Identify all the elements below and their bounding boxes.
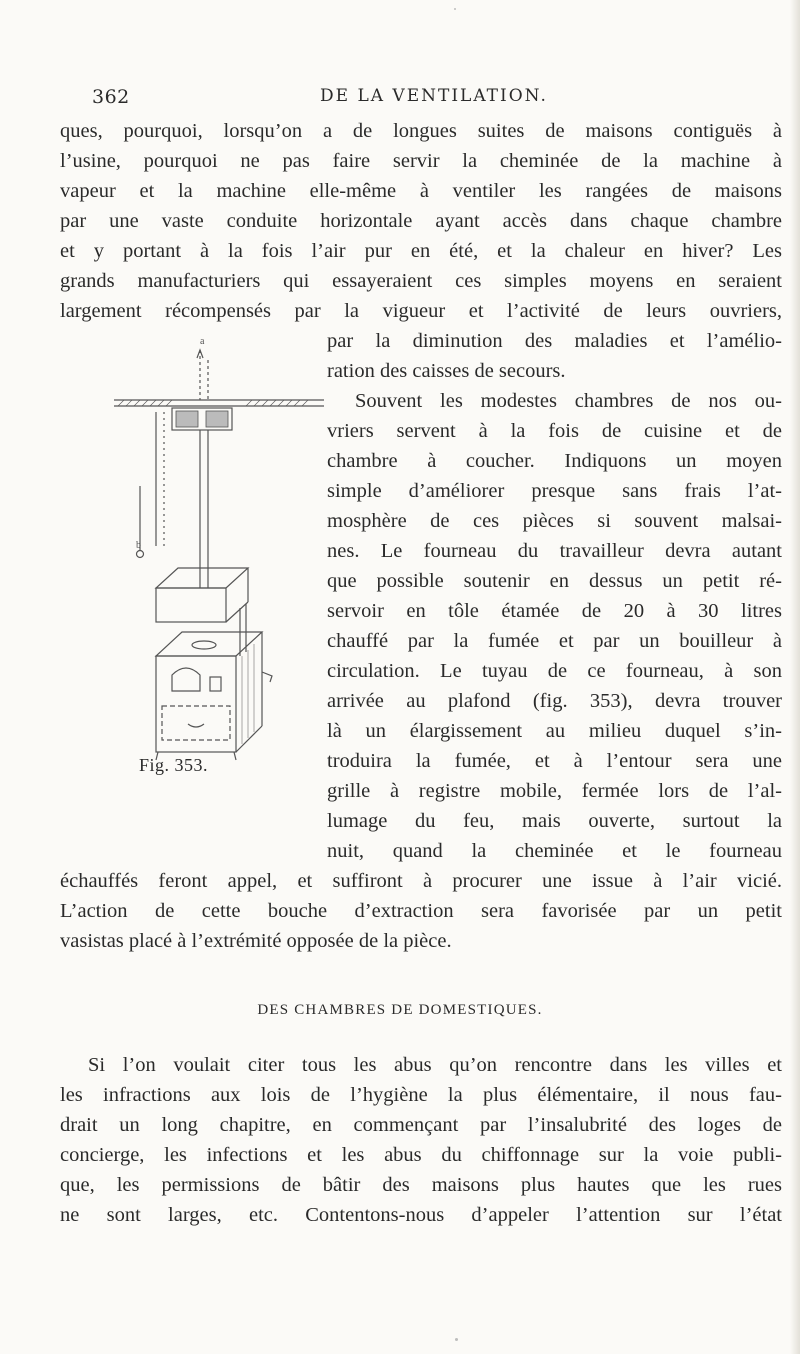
text-line: par une vaste conduite horizontale ayant accès dans chaque chambre (60, 210, 782, 232)
text-line: drait un long chapitre, en commençant par l’insalubrité des loges de (60, 1114, 782, 1136)
text-line: que possible soutenir en dessus un petit ré- (327, 570, 782, 592)
page-number: 362 (92, 86, 130, 108)
text-line: ques, pourquoi, lorsqu’on a de longues suites de maisons contiguës à (60, 120, 782, 142)
text-line: vriers servent à la fois de cuisine et de (327, 420, 782, 442)
section-heading: DES CHAMBRES DE DOMESTIQUES. (257, 1002, 543, 1018)
text-line: simple d’améliorer presque sans frais l’at- (327, 480, 782, 502)
page-speck (455, 1338, 458, 1341)
text-line: L’action de cette bouche d’extraction sera favorisée par un petit (60, 900, 782, 922)
text-line: arrivée au plafond (fig. 353), devra trouver (327, 690, 782, 712)
text-line: troduira la fumée, et à l’entour sera une (327, 750, 782, 772)
page-edge-shadow (790, 0, 800, 1354)
text-line: lumage du feu, mais ouverte, surtout la (327, 810, 782, 832)
text-line: largement récompensés par la vigueur et l’activité de leurs ouvriers, (60, 300, 782, 322)
text-line: l’usine, pourquoi ne pas faire servir la cheminée de la machine à (60, 150, 782, 172)
running-title: DE LA VENTILATION. (320, 86, 548, 106)
text-line: que, les permissions de bâtir des maisons plus hautes que les rues (60, 1174, 782, 1196)
text-line: nes. Le fourneau du travailleur devra autant (327, 540, 782, 562)
text-line: nuit, quand la cheminée et le fourneau (327, 840, 782, 862)
text-line: vasistas placé à l’extrémité opposée de la pièce. (60, 930, 452, 952)
text-line: Si l’on voulait citer tous les abus qu’on rencontre dans les villes et (88, 1054, 782, 1076)
figure-caption: Fig. 353. (139, 755, 209, 775)
text-line: mosphère de ces pièces si souvent malsai- (327, 510, 782, 532)
running-head (92, 86, 736, 110)
text-line: chambre à coucher. Indiquons un moyen (327, 450, 782, 472)
figure-label-b: b (136, 540, 141, 551)
text-line: par la diminution des maladies et l’amélio- (327, 330, 782, 352)
text-line: échauffés feront appel, et suffiront à procurer une issue à l’air vicié. (60, 870, 782, 892)
text-line: et y portant à la fois l’air pur en été, et la chaleur en hiver? Les (60, 240, 782, 262)
text-line: les infractions aux lois de l’hygiène la plus élémentaire, il nous fau- (60, 1084, 782, 1106)
text-line: servoir en tôle étamée de 20 à 30 litres (327, 600, 782, 622)
text-line: concierge, les infections et les abus du chiffonnage sur la voie publi- (60, 1144, 782, 1166)
text-line: Souvent les modestes chambres de nos ou- (355, 390, 782, 412)
text-line: là un élargissement au milieu duquel s’in- (327, 720, 782, 742)
text-line: grands manufacturiers qui essayeraient ces simples moyens en seraient (60, 270, 782, 292)
text-line: circulation. Le tuyau de ce fourneau, à son (327, 660, 782, 682)
text-line: ne sont larges, etc. Contentons-nous d’appeler l’attention sur l’état (60, 1204, 782, 1226)
figure-353-stove-diagram (96, 316, 326, 776)
page-speck (454, 8, 456, 10)
figure-label-a: a (200, 336, 205, 347)
text-line: ration des caisses de secours. (327, 360, 566, 382)
text-line: chauffé par la fumée et par un bouilleur à (327, 630, 782, 652)
text-line: grille à registre mobile, fermée lors de l’al- (327, 780, 782, 802)
text-line: vapeur et la machine elle-même à ventiler les rangées de maisons (60, 180, 782, 202)
